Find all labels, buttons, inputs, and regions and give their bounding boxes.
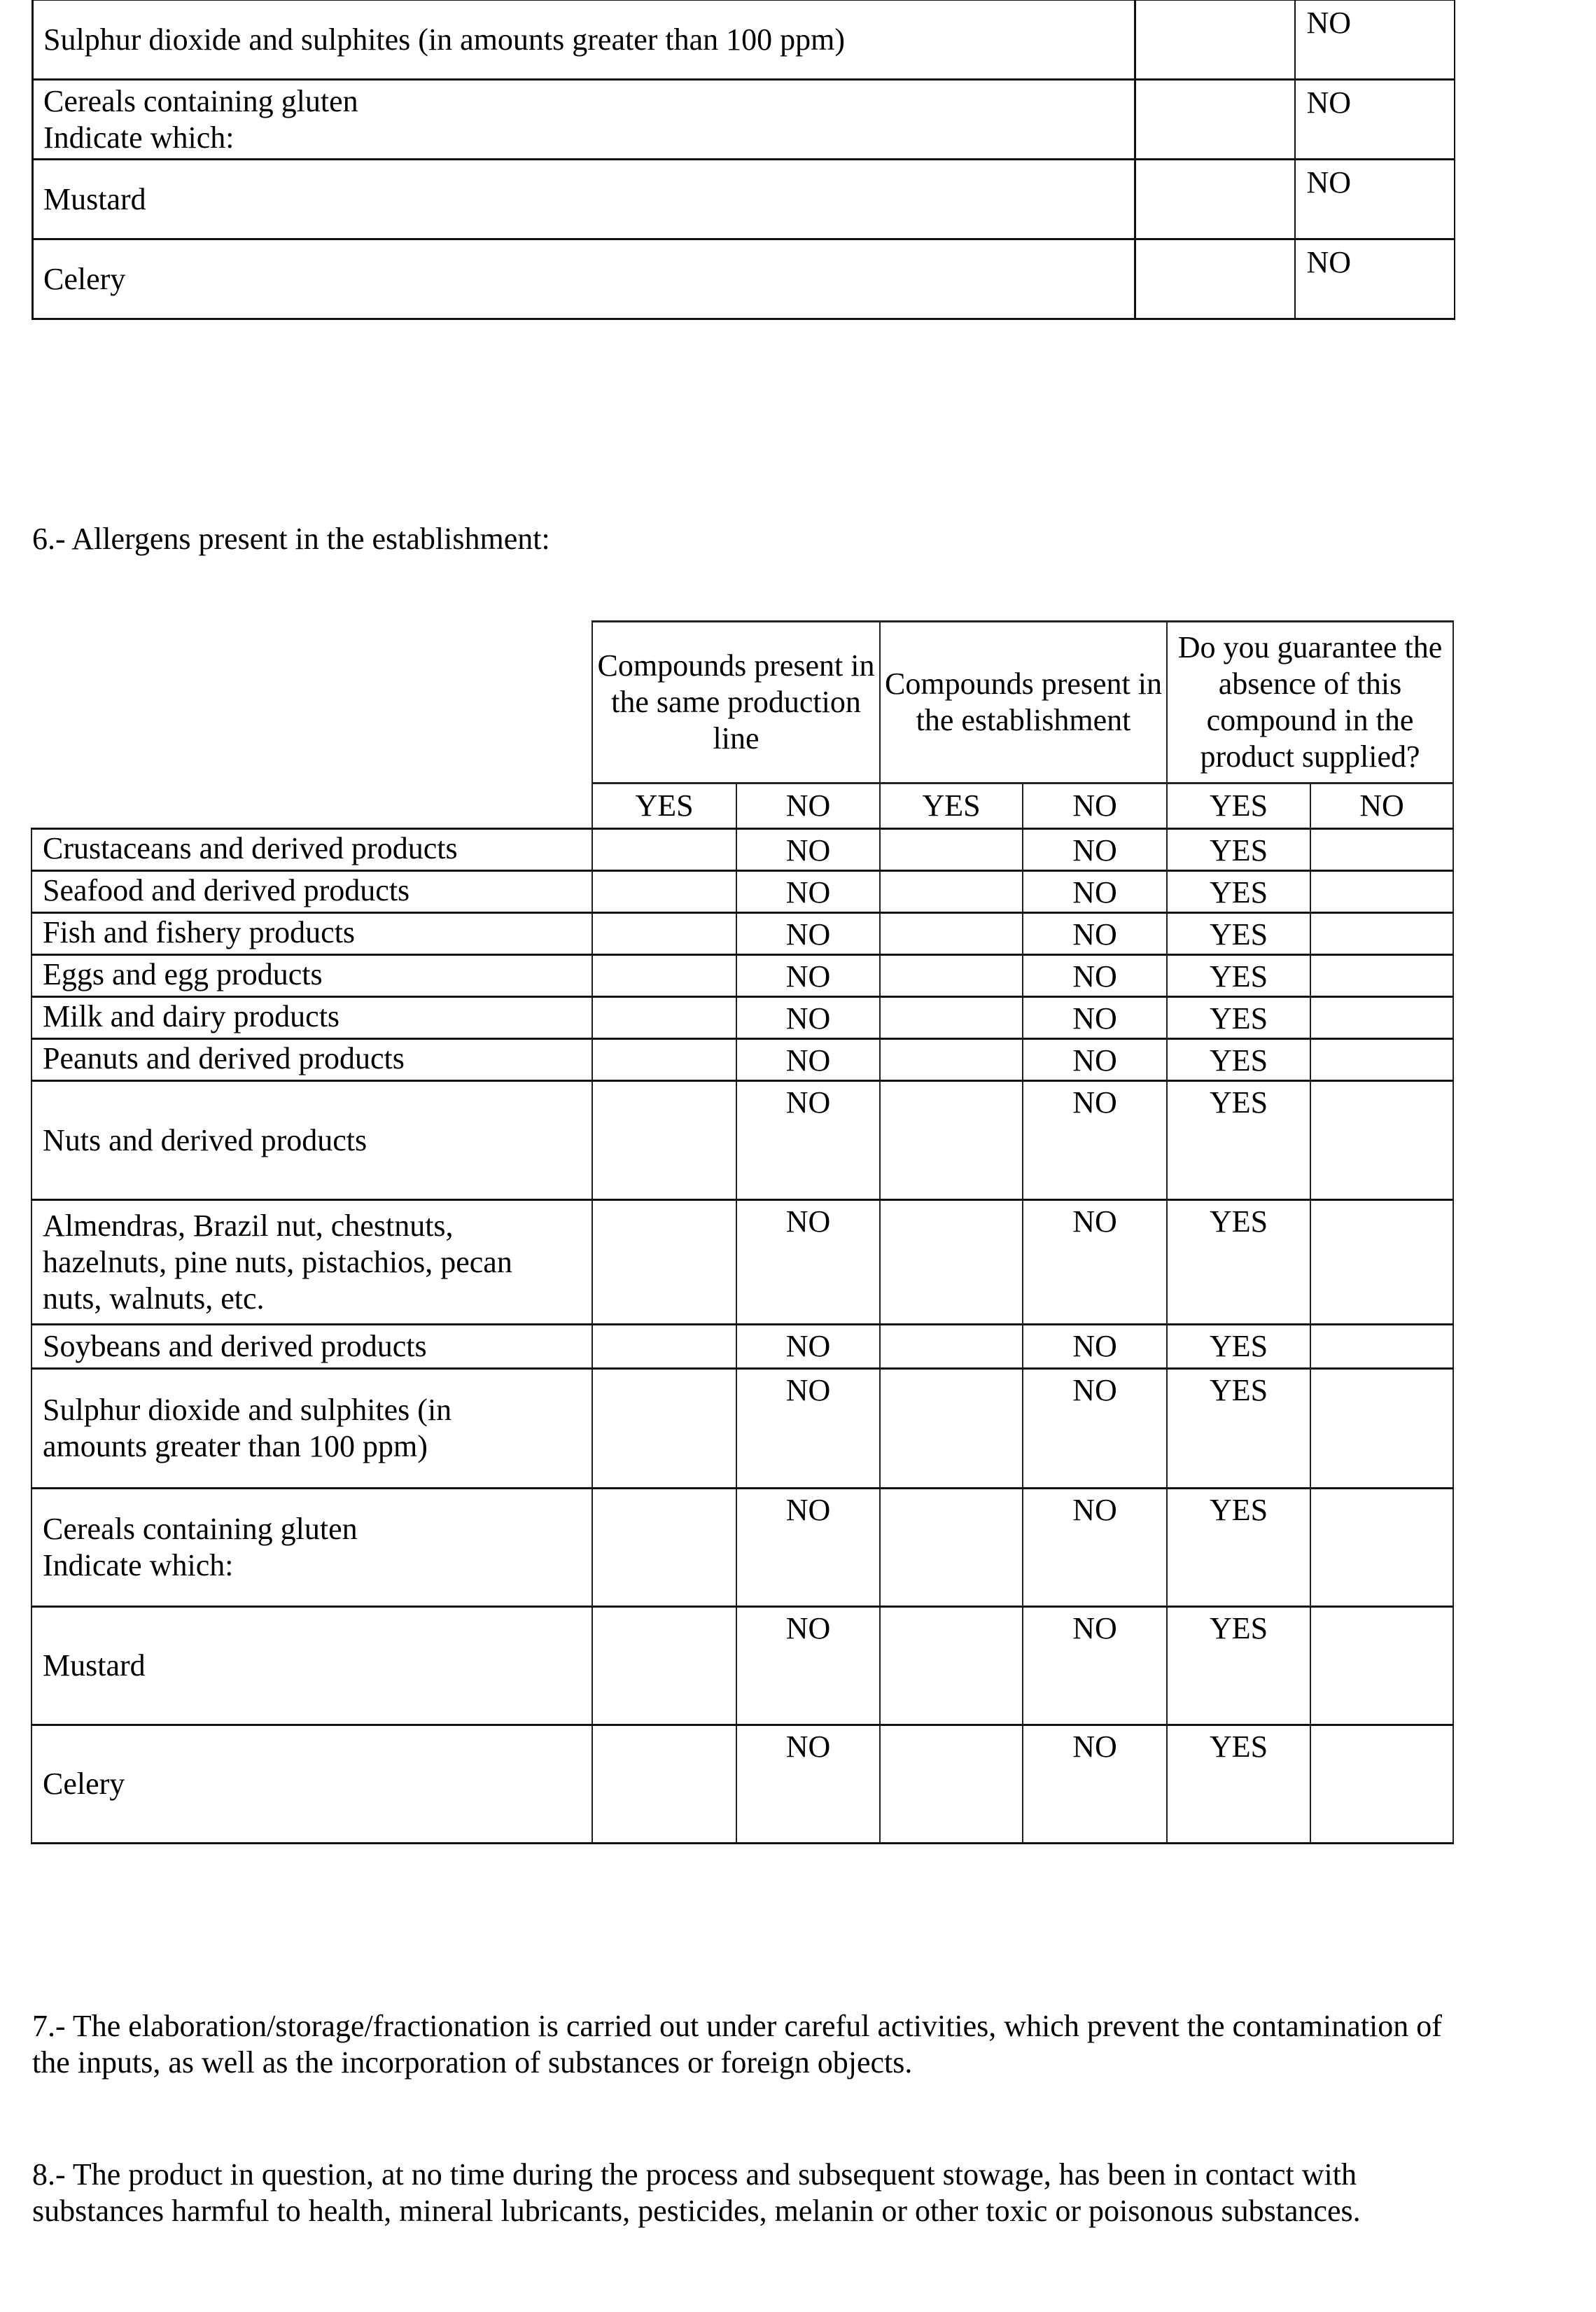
answer-cell bbox=[592, 871, 736, 913]
answer-cell bbox=[592, 913, 736, 955]
answer-cell bbox=[1310, 955, 1453, 997]
table-row bbox=[31, 1325, 1453, 1369]
declaration-value: NO bbox=[1295, 80, 1455, 160]
declaration-cell bbox=[1135, 80, 1295, 160]
table-row bbox=[31, 1200, 1453, 1325]
allergen-label: Eggs and egg products bbox=[31, 955, 592, 997]
column-header-production-line: Compounds present in the same production line bbox=[592, 622, 880, 784]
answer-cell: NO bbox=[736, 829, 880, 871]
answer-cell: NO bbox=[736, 913, 880, 955]
answer-cell: YES bbox=[1167, 1200, 1310, 1325]
table-row bbox=[33, 80, 1455, 160]
answer-cell bbox=[1310, 1039, 1453, 1081]
answer-cell: NO bbox=[736, 871, 880, 913]
subheader-no: NO bbox=[736, 784, 880, 829]
declaration-value: NO bbox=[1295, 160, 1455, 239]
allergen-label-line: Almendras, Brazil nut, chestnuts, bbox=[43, 1208, 454, 1243]
section-8-statement bbox=[32, 2157, 1572, 2229]
answer-cell: NO bbox=[736, 1039, 880, 1081]
table-row bbox=[31, 997, 1453, 1039]
answer-cell: NO bbox=[1023, 997, 1167, 1039]
allergen-label: Crustaceans and derived products bbox=[31, 829, 592, 871]
header-row bbox=[31, 622, 1453, 784]
answer-cell: NO bbox=[736, 1369, 880, 1489]
allergen-label: Mustard bbox=[31, 1607, 592, 1725]
answer-cell: NO bbox=[1023, 1200, 1167, 1325]
allergen-label: Milk and dairy products bbox=[31, 997, 592, 1039]
answer-cell bbox=[1310, 997, 1453, 1039]
allergen-label-line: Cereals containing gluten bbox=[43, 1512, 358, 1546]
subheader-no: NO bbox=[1023, 784, 1167, 829]
answer-cell: NO bbox=[1023, 1081, 1167, 1200]
allergen-label: Soybeans and derived products bbox=[31, 1325, 592, 1369]
allergen-label-line: Sulphur dioxide and sulphites (in bbox=[43, 1393, 452, 1427]
table-row bbox=[31, 1039, 1453, 1081]
answer-cell bbox=[592, 1039, 736, 1081]
column-header-guarantee-absence: Do you guarantee the absence of this compound in the product supplied? bbox=[1167, 622, 1453, 784]
answer-cell bbox=[880, 1369, 1023, 1489]
answer-cell bbox=[880, 1039, 1023, 1081]
answer-cell: YES bbox=[1167, 829, 1310, 871]
answer-cell: NO bbox=[736, 1607, 880, 1725]
allergen-label: Fish and fishery products bbox=[31, 913, 592, 955]
answer-cell bbox=[880, 1489, 1023, 1607]
answer-cell bbox=[592, 1325, 736, 1369]
statement-line: the inputs, as well as the incorporation of substances or foreign objects. bbox=[32, 2045, 913, 2080]
answer-cell bbox=[1310, 1200, 1453, 1325]
allergen-label bbox=[31, 1489, 592, 1607]
allergen-label bbox=[31, 1200, 592, 1325]
table-row bbox=[31, 1607, 1453, 1725]
answer-cell: NO bbox=[1023, 1325, 1167, 1369]
answer-cell bbox=[880, 997, 1023, 1039]
allergen-label-line: Indicate which: bbox=[43, 1548, 234, 1582]
table-row bbox=[31, 871, 1453, 913]
table-row bbox=[33, 239, 1455, 319]
answer-cell: YES bbox=[1167, 1039, 1310, 1081]
answer-cell: NO bbox=[1023, 1039, 1167, 1081]
answer-cell bbox=[592, 1200, 736, 1325]
declaration-value: NO bbox=[1295, 239, 1455, 319]
answer-cell bbox=[1310, 871, 1453, 913]
answer-cell bbox=[880, 1725, 1023, 1844]
allergen-label-line: hazelnuts, pine nuts, pistachios, pecan bbox=[43, 1244, 512, 1279]
answer-cell bbox=[592, 1725, 736, 1844]
answer-cell: NO bbox=[1023, 1725, 1167, 1844]
answer-cell: YES bbox=[1167, 997, 1310, 1039]
allergen-label-line: Indicate which: bbox=[43, 120, 234, 155]
allergen-label-line: nuts, walnuts, etc. bbox=[43, 1281, 265, 1316]
answer-cell: NO bbox=[736, 1200, 880, 1325]
answer-cell: YES bbox=[1167, 1369, 1310, 1489]
answer-cell bbox=[1310, 1607, 1453, 1725]
answer-cell: NO bbox=[1023, 829, 1167, 871]
answer-cell bbox=[592, 1489, 736, 1607]
table-row bbox=[31, 1081, 1453, 1200]
empty-header-cell bbox=[31, 784, 592, 829]
answer-cell bbox=[592, 1369, 736, 1489]
answer-cell: NO bbox=[736, 997, 880, 1039]
allergen-label bbox=[33, 80, 1135, 160]
answer-cell: NO bbox=[1023, 871, 1167, 913]
answer-cell: YES bbox=[1167, 1607, 1310, 1725]
answer-cell bbox=[592, 997, 736, 1039]
table-row bbox=[31, 1725, 1453, 1844]
answer-cell bbox=[1310, 1489, 1453, 1607]
subheader-row bbox=[31, 784, 1453, 829]
allergen-declaration-table-continued bbox=[31, 0, 1455, 320]
table-row bbox=[31, 1369, 1453, 1489]
answer-cell: NO bbox=[1023, 955, 1167, 997]
answer-cell: YES bbox=[1167, 871, 1310, 913]
answer-cell bbox=[1310, 829, 1453, 871]
allergen-label: Celery bbox=[33, 239, 1135, 319]
answer-cell bbox=[1310, 1081, 1453, 1200]
answer-cell: NO bbox=[1023, 913, 1167, 955]
allergen-label: Peanuts and derived products bbox=[31, 1039, 592, 1081]
table-row bbox=[31, 913, 1453, 955]
table-row bbox=[31, 1489, 1453, 1607]
subheader-yes: YES bbox=[592, 784, 736, 829]
allergen-label: Mustard bbox=[33, 160, 1135, 239]
answer-cell: YES bbox=[1167, 955, 1310, 997]
answer-cell: YES bbox=[1167, 1489, 1310, 1607]
answer-cell bbox=[592, 1081, 736, 1200]
declaration-cell bbox=[1135, 239, 1295, 319]
answer-cell: NO bbox=[1023, 1489, 1167, 1607]
allergen-label-line: Cereals containing gluten bbox=[43, 83, 358, 118]
allergen-label: Nuts and derived products bbox=[31, 1081, 592, 1200]
section-7-statement bbox=[32, 2008, 1572, 2081]
answer-cell bbox=[880, 871, 1023, 913]
declaration-value: NO bbox=[1295, 0, 1455, 80]
statement-line: 8.- The product in question, at no time during the process and subsequent stowage, has been in contact with bbox=[32, 2157, 1357, 2192]
section-6-title: 6.- Allergens present in the establishment: bbox=[32, 522, 550, 556]
allergen-label: Celery bbox=[31, 1725, 592, 1844]
subheader-no: NO bbox=[1310, 784, 1453, 829]
answer-cell: YES bbox=[1167, 1325, 1310, 1369]
allergens-present-table bbox=[31, 620, 1454, 1844]
answer-cell bbox=[592, 955, 736, 997]
answer-cell: NO bbox=[736, 1725, 880, 1844]
statement-line: 7.- The elaboration/storage/fractionation is carried out under careful activities, which prevent the contamination of bbox=[32, 2009, 1442, 2043]
answer-cell: YES bbox=[1167, 1081, 1310, 1200]
answer-cell: NO bbox=[736, 1325, 880, 1369]
answer-cell bbox=[880, 955, 1023, 997]
allergen-label-line: amounts greater than 100 ppm) bbox=[43, 1429, 428, 1463]
answer-cell: NO bbox=[1023, 1369, 1167, 1489]
answer-cell bbox=[880, 829, 1023, 871]
column-header-establishment: Compounds present in the establishment bbox=[880, 622, 1167, 784]
table-row bbox=[33, 160, 1455, 239]
answer-cell bbox=[880, 1081, 1023, 1200]
answer-cell: NO bbox=[736, 1489, 880, 1607]
answer-cell: NO bbox=[736, 955, 880, 997]
answer-cell bbox=[1310, 913, 1453, 955]
answer-cell: NO bbox=[1023, 1607, 1167, 1725]
subheader-yes: YES bbox=[1167, 784, 1310, 829]
subheader-yes: YES bbox=[880, 784, 1023, 829]
answer-cell bbox=[880, 1607, 1023, 1725]
answer-cell bbox=[1310, 1325, 1453, 1369]
table-row bbox=[31, 955, 1453, 997]
answer-cell bbox=[1310, 1725, 1453, 1844]
answer-cell: NO bbox=[736, 1081, 880, 1200]
declaration-cell bbox=[1135, 0, 1295, 80]
allergen-label bbox=[31, 1369, 592, 1489]
table-row bbox=[33, 0, 1455, 80]
answer-cell bbox=[1310, 1369, 1453, 1489]
answer-cell bbox=[880, 913, 1023, 955]
answer-cell bbox=[880, 1325, 1023, 1369]
allergen-label: Seafood and derived products bbox=[31, 871, 592, 913]
declaration-cell bbox=[1135, 160, 1295, 239]
allergen-label: Sulphur dioxide and sulphites (in amounts greater than 100 ppm) bbox=[33, 0, 1135, 80]
answer-cell bbox=[880, 1200, 1023, 1325]
statement-line: substances harmful to health, mineral lubricants, pesticides, melanin or other toxic or poisonous substances. bbox=[32, 2194, 1361, 2228]
answer-cell: YES bbox=[1167, 913, 1310, 955]
table-row bbox=[31, 829, 1453, 871]
answer-cell bbox=[592, 829, 736, 871]
answer-cell: YES bbox=[1167, 1725, 1310, 1844]
answer-cell bbox=[592, 1607, 736, 1725]
empty-header-cell bbox=[31, 622, 592, 784]
